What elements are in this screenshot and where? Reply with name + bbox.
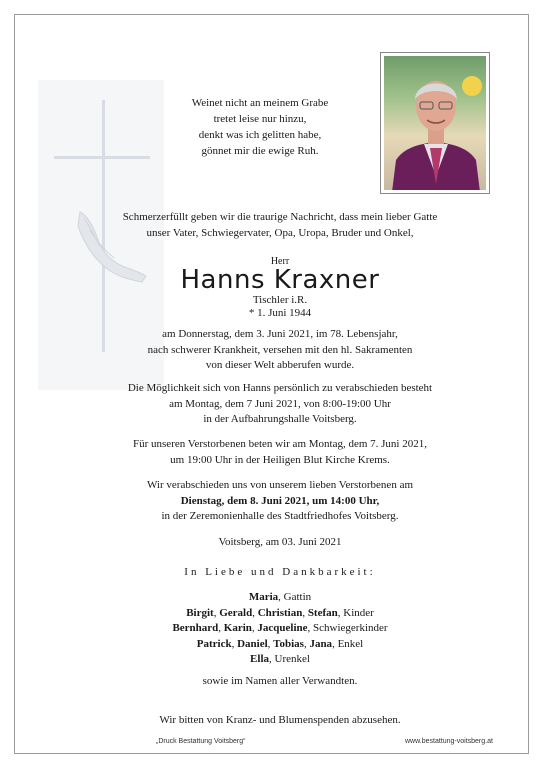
mourners-list <box>110 590 450 668</box>
mourner-relation: , <box>303 637 310 650</box>
intro-line: Schmerzerfüllt geben wir die traurige Nachricht, dass mein lieber Gatte <box>122 211 438 223</box>
mourner-row <box>110 621 450 637</box>
mourner-row <box>110 652 450 668</box>
death-line: am Donnerstag, dem 3. Juni 2021, im 78. Lebensjahr, <box>162 328 398 340</box>
mourner-relation: , Enkel <box>332 637 364 650</box>
mourner-row <box>110 637 450 653</box>
funeral-line: Wir verabschieden uns von unserem lieben Verstorbenen am <box>146 479 414 491</box>
intro-line: unser Vater, Schwiegervater, Opa, Uropa, Bruder und Onkel, <box>146 226 414 239</box>
viewing-info <box>110 381 450 428</box>
poem-line: tretet leise nur hinzu, <box>213 113 307 125</box>
death-line: nach schwerer Krankheit, versehen mit den hl. Sakramenten <box>147 343 413 356</box>
mourner-name: Karin <box>223 622 252 634</box>
mourner-name: Ella <box>250 653 269 665</box>
funeral-line: in der Zeremonienhalle des Stadtfriedhofes Voitsberg. <box>161 510 399 522</box>
mourner-row <box>110 606 450 622</box>
death-line: von dieser Welt abberufen wurde. <box>205 359 355 371</box>
prayer-line: Für unseren Verstorbenen beten wir am Montag, dem 7. Juni 2021, <box>133 438 427 450</box>
viewing-line: am Montag, dem 7 Juni 2021, von 8:00-19:00 Uhr <box>169 397 391 410</box>
birth-date: * 1. Juni 1944 <box>248 307 312 319</box>
prayer-line: um 19:00 Uhr in der Heiligen Blut Kirche Krems. <box>170 453 390 466</box>
announcement-intro <box>110 210 450 241</box>
mourner-relation: , Kinder <box>337 606 374 619</box>
footer-printer: „Druck Bestattung Voitsberg“ <box>156 738 246 745</box>
mourner-name: Jana <box>309 637 333 650</box>
flowers-request: Wir bitten von Kranz- und Blumenspenden abzusehen. <box>159 714 401 726</box>
mourner-name: Jacqueline <box>257 622 308 634</box>
death-notice <box>110 327 450 374</box>
mourner-relation: , <box>213 606 220 619</box>
thanks-heading: In Liebe und Dankbarkeit: <box>184 566 376 578</box>
poem-line: gönnet mir die ewige Ruh. <box>201 145 319 157</box>
funeral-date: Dienstag, dem 8. Juni 2021, um 14:00 Uhr, <box>180 494 380 507</box>
mourner-name: Stefan <box>307 606 338 619</box>
mourner-name: Daniel <box>237 637 268 650</box>
mourner-relation: , <box>251 622 258 634</box>
occupation: Tischler i.R. <box>252 294 308 306</box>
mourner-name: Maria <box>248 591 279 603</box>
portrait-image <box>384 56 486 190</box>
funeral-info <box>110 478 450 525</box>
relatives-note: sowie im Namen aller Verwandten. <box>202 675 358 687</box>
prayer-info <box>110 437 450 468</box>
poem <box>150 95 370 159</box>
mourner-relation: , Urenkel <box>269 653 310 665</box>
mourner-name: Bernhard <box>172 622 219 634</box>
poem-line: denkt was ich gelitten habe, <box>198 129 322 141</box>
mourner-name: Gerald <box>219 606 253 619</box>
salutation: Herr <box>270 256 290 267</box>
mourner-name: Tobias <box>273 637 304 650</box>
poem-line: Weinet nicht an meinem Grabe <box>191 97 329 109</box>
mourner-relation: , <box>302 606 308 619</box>
portrait-photo <box>380 52 490 194</box>
cross-horizontal-beam <box>54 156 150 159</box>
funeral-date-line <box>110 494 450 510</box>
mourner-relation: , Gattin <box>278 591 312 603</box>
place-and-date: Voitsberg, am 03. Juni 2021 <box>218 536 342 548</box>
mourner-name: Birgit <box>186 606 214 619</box>
deceased-name: Hanns Kraxner <box>180 265 380 295</box>
viewing-line: Die Möglichkeit sich von Hanns persönlich zu verabschieden besteht <box>127 382 433 394</box>
mourner-relation: , Schwiegerkinder <box>307 622 388 634</box>
mourner-relation: , <box>267 637 274 650</box>
mourner-name: Christian <box>257 606 303 619</box>
mourner-relation: , <box>231 637 238 650</box>
viewing-line: in der Aufbahrungshalle Voitsberg. <box>203 413 357 425</box>
mourner-relation: , <box>252 606 258 619</box>
mourner-relation: , <box>218 622 224 634</box>
mourner-name: Patrick <box>196 637 232 650</box>
footer-website-link[interactable]: www.bestattung-voitsberg.at <box>405 738 493 745</box>
mourner-row <box>110 590 450 606</box>
